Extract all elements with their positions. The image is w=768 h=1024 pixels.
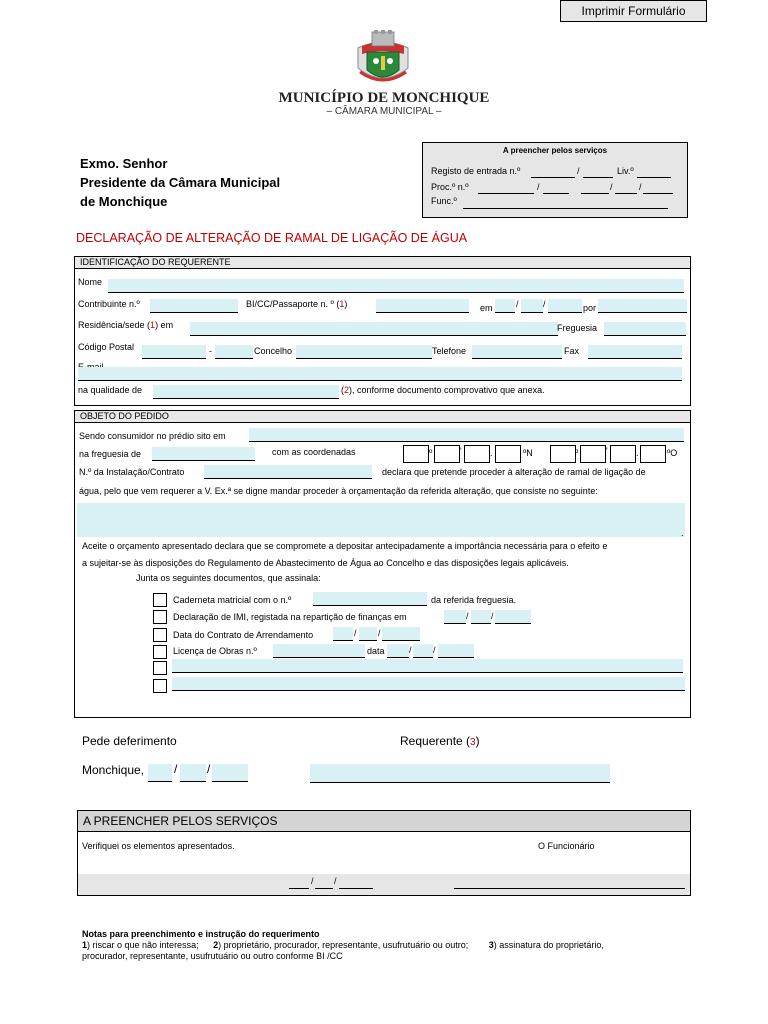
- addressee: [80, 154, 280, 211]
- instalacao-field[interactable]: [204, 465, 372, 479]
- deg-symbol: º: [429, 448, 433, 458]
- lat-decimal-field[interactable]: [495, 445, 521, 463]
- concelho-label: Concelho: [254, 346, 293, 356]
- doc1-suffix: da referida freguesia.: [431, 595, 517, 605]
- services-box: [422, 142, 688, 218]
- liv-field[interactable]: [637, 165, 671, 178]
- registo-year-field[interactable]: [583, 165, 613, 178]
- proc-number-field[interactable]: [478, 181, 534, 194]
- notas-title: Notas para preenchimento e instrução do requerimento: [82, 929, 320, 939]
- slash: /: [466, 611, 469, 621]
- qualidade-field[interactable]: [153, 385, 339, 399]
- servicos-month-field[interactable]: [315, 876, 333, 889]
- addressee-line-1: Exmo. Senhor: [80, 156, 168, 171]
- doc4-label: Licença de Obras n.º: [173, 646, 257, 656]
- min-symbol: ': [606, 446, 608, 456]
- sec-symbol: .: [636, 448, 639, 458]
- note-1-text: ) riscar o que não interessa;: [87, 940, 199, 950]
- imi-day-field[interactable]: [444, 610, 466, 624]
- imi-year-field[interactable]: [495, 610, 531, 624]
- min-symbol: ': [460, 446, 462, 456]
- bi-label-close: ): [344, 299, 348, 309]
- aceite-line-2: a sujeitar-se às disposições do Regulamento de Abastecimento de Água ao Concelho e das disposições legais aplicáveis.: [82, 558, 569, 568]
- requerente-header: IDENTIFICAÇÃO DO REQUERENTE: [75, 257, 690, 269]
- declara-text: declara que pretende proceder à alteração de ramal de ligação de: [382, 467, 646, 477]
- qual-open: (: [341, 385, 344, 395]
- bi-label: [246, 299, 347, 310]
- predio-field[interactable]: [249, 428, 684, 442]
- consumidor-label: Sendo consumidor no prédio sito em: [79, 431, 226, 441]
- lon-seconds-field[interactable]: [610, 445, 636, 463]
- requerente-text: Requerente (: [400, 734, 471, 748]
- slash: /: [207, 762, 211, 776]
- licenca-field[interactable]: [273, 644, 365, 658]
- requerente-close: ): [475, 734, 480, 748]
- proc-label: Proc.º n.º: [431, 182, 469, 192]
- doc6-checkbox[interactable]: [153, 679, 167, 693]
- codigo-postal-label: Código Postal: [78, 342, 135, 352]
- email-field[interactable]: [78, 367, 682, 381]
- sec-symbol: .: [490, 448, 493, 458]
- arrendamento-day-field[interactable]: [333, 627, 353, 641]
- residencia-field[interactable]: [190, 322, 558, 336]
- agua-text: água, pelo que vem requerer a V. Ex.ª se digne mandar proceder à orçamentação da referida alteração, que consiste no seguinte:: [79, 486, 598, 496]
- em-label: em: [480, 303, 493, 313]
- verifiquei-text: Verifiquei os elementos apresentados.: [82, 841, 235, 851]
- qualidade-label: na qualidade de: [78, 385, 143, 395]
- funcionario-signature-field[interactable]: [454, 876, 685, 889]
- servicos-header: A PREENCHER PELOS SERVIÇOS: [78, 811, 690, 832]
- func-field[interactable]: [463, 196, 668, 209]
- municipality-subtitle: – CÂMARA MUNICIPAL –: [326, 106, 442, 117]
- slash: /: [378, 628, 381, 638]
- freguesia-label: Freguesia: [557, 323, 598, 333]
- lon-degrees-field[interactable]: [550, 445, 579, 463]
- note-ref-3: 3: [470, 737, 476, 748]
- lat-seconds-field[interactable]: [464, 445, 490, 463]
- municipal-coat-of-arms-logo: [352, 28, 414, 90]
- north-label: ºN: [523, 448, 533, 458]
- servicos-year-field[interactable]: [339, 876, 373, 889]
- bi-day-field[interactable]: [495, 299, 515, 313]
- proc-year-field[interactable]: [543, 181, 569, 194]
- note-3-text: ) assinatura do proprietário,: [493, 940, 604, 950]
- note-ref-1: 1: [150, 320, 156, 330]
- qualidade-note: [341, 385, 545, 396]
- note-1-num: 1: [82, 940, 88, 950]
- nome-field[interactable]: [108, 279, 684, 293]
- sign-year-field[interactable]: [212, 764, 248, 782]
- note-3-num: 3: [488, 940, 494, 950]
- freguesia-obj-label: na freguesia de: [79, 449, 142, 459]
- bi-label-text: BI/CC/Passaporte n. º (: [246, 299, 340, 309]
- note-2-num: 2: [213, 940, 219, 950]
- sign-month-field[interactable]: [180, 764, 206, 782]
- bi-month-field[interactable]: [521, 299, 543, 313]
- doc3-label: Data do Contrato de Arrendamento: [173, 630, 314, 640]
- signature-field[interactable]: [310, 764, 610, 783]
- imi-month-field[interactable]: [471, 610, 491, 624]
- requerente-label: [400, 734, 480, 748]
- lon-minutes-field[interactable]: [580, 445, 606, 463]
- doc4-data-label: data: [367, 646, 385, 656]
- doc2-checkbox[interactable]: [153, 610, 167, 624]
- slash: /: [354, 628, 357, 638]
- deg-symbol: º: [575, 448, 579, 458]
- slash: /: [174, 762, 178, 776]
- slash: /: [537, 182, 540, 192]
- slash: /: [433, 645, 436, 655]
- servicos-day-field[interactable]: [289, 876, 309, 889]
- west-label: ºO: [667, 448, 678, 458]
- proc-day-field[interactable]: [581, 181, 609, 194]
- freguesia-obj-field[interactable]: [152, 447, 255, 461]
- telefone-label: Telefone: [432, 346, 467, 356]
- servicos-body: [78, 832, 690, 874]
- contribuinte-label: Contribuinte n.º: [78, 299, 140, 309]
- fax-field[interactable]: [588, 345, 682, 359]
- note-ref-1: 1: [339, 299, 345, 309]
- bi-field[interactable]: [376, 299, 469, 313]
- slash: /: [409, 645, 412, 655]
- qual-close: ), conforme documento comprovativo que anexa.: [349, 385, 545, 395]
- doc4-checkbox[interactable]: [153, 645, 167, 659]
- doc3-checkbox[interactable]: [153, 628, 167, 642]
- nome-label: Nome: [78, 277, 103, 287]
- licenca-month-field[interactable]: [413, 644, 433, 658]
- form-title: DECLARAÇÃO DE ALTERAÇÃO DE RAMAL DE LIGAÇÃO DE ÁGUA: [76, 231, 468, 245]
- funcionario-label: O Funcionário: [538, 841, 595, 851]
- residencia-label: [78, 320, 173, 331]
- print-form-button[interactable]: Imprimir Formulário: [560, 0, 707, 22]
- lat-minutes-field[interactable]: [434, 445, 460, 463]
- proc-yr-field[interactable]: [643, 181, 673, 194]
- doc1-checkbox[interactable]: [153, 593, 167, 607]
- aceite-line-1: Aceite o orçamento apresentado declara que se compromete a depositar antecipadamente a importância necessária para o efeito e: [82, 541, 608, 551]
- freguesia-field[interactable]: [604, 322, 686, 336]
- liv-label: Liv.º: [617, 166, 634, 176]
- addressee-line-3: de Monchique: [80, 194, 168, 209]
- slash: /: [311, 876, 314, 886]
- description-dot: .: [681, 528, 684, 538]
- junta-text: Junta os seguintes documentos, que assinala:: [136, 573, 321, 583]
- pede-deferimento: Pede deferimento: [82, 734, 177, 748]
- registo-label: Registo de entrada n.º: [431, 166, 521, 176]
- residencia-text: Residência/sede (: [78, 320, 151, 330]
- notas-line-2: procurador, representante, usufrutuário ou outro conforme BI /CC: [82, 951, 343, 961]
- instalacao-label: N.º da Instalação/Contrato: [79, 467, 185, 477]
- slash: /: [491, 611, 494, 621]
- func-label: Func.º: [431, 196, 457, 206]
- licenca-year-field[interactable]: [438, 644, 474, 658]
- concelho-field[interactable]: [296, 345, 432, 359]
- fax-label: Fax: [564, 346, 580, 356]
- lat-degrees-field[interactable]: [403, 445, 429, 463]
- slash: /: [334, 876, 337, 886]
- other-doc-field-2[interactable]: [172, 677, 685, 691]
- proc-month-field[interactable]: [615, 181, 637, 194]
- slash: /: [516, 299, 519, 309]
- doc2-label: Declaração de IMI, registada na repartição de finanças em: [173, 612, 407, 622]
- note-ref-2: 2: [344, 385, 350, 395]
- por-label: por: [583, 303, 597, 313]
- doc5-checkbox[interactable]: [153, 661, 167, 675]
- slash: /: [543, 299, 546, 309]
- licenca-day-field[interactable]: [387, 644, 409, 658]
- telefone-field[interactable]: [472, 345, 562, 359]
- dash: -: [209, 346, 212, 356]
- contribuinte-field[interactable]: [150, 299, 238, 313]
- note-2-text: ) proprietário, procurador, representante, usufrutuário ou outro;: [218, 940, 469, 950]
- services-box-title: A preencher pelos serviços: [502, 146, 608, 155]
- slash: /: [639, 182, 642, 192]
- codigo-postal-field-2[interactable]: [215, 345, 253, 359]
- residencia-close: ) em: [155, 320, 174, 330]
- codigo-postal-field-1[interactable]: [142, 345, 206, 359]
- slash: /: [610, 182, 613, 192]
- sign-day-field[interactable]: [148, 764, 172, 782]
- caderneta-field[interactable]: [313, 592, 427, 606]
- coordenadas-label: com as coordenadas: [272, 447, 356, 457]
- other-doc-field-1[interactable]: [172, 659, 683, 673]
- arrendamento-year-field[interactable]: [382, 627, 420, 641]
- slash: /: [577, 166, 580, 176]
- addressee-line-2: Presidente da Câmara Municipal: [80, 175, 281, 190]
- lon-decimal-field[interactable]: [640, 445, 666, 463]
- doc1-label: Caderneta matricial com o n.º: [173, 595, 292, 605]
- registo-number-field[interactable]: [531, 165, 575, 178]
- bi-year-field[interactable]: [548, 299, 582, 313]
- local-label: Monchique,: [82, 763, 145, 777]
- notas-line-1: [82, 940, 604, 951]
- description-field[interactable]: [77, 503, 685, 537]
- municipality-name: MUNICÍPIO DE MONCHIQUE: [278, 90, 490, 106]
- arrendamento-month-field[interactable]: [359, 627, 377, 641]
- objeto-header: OBJETO DO PEDIDO: [75, 411, 690, 423]
- bi-por-field[interactable]: [598, 299, 687, 313]
